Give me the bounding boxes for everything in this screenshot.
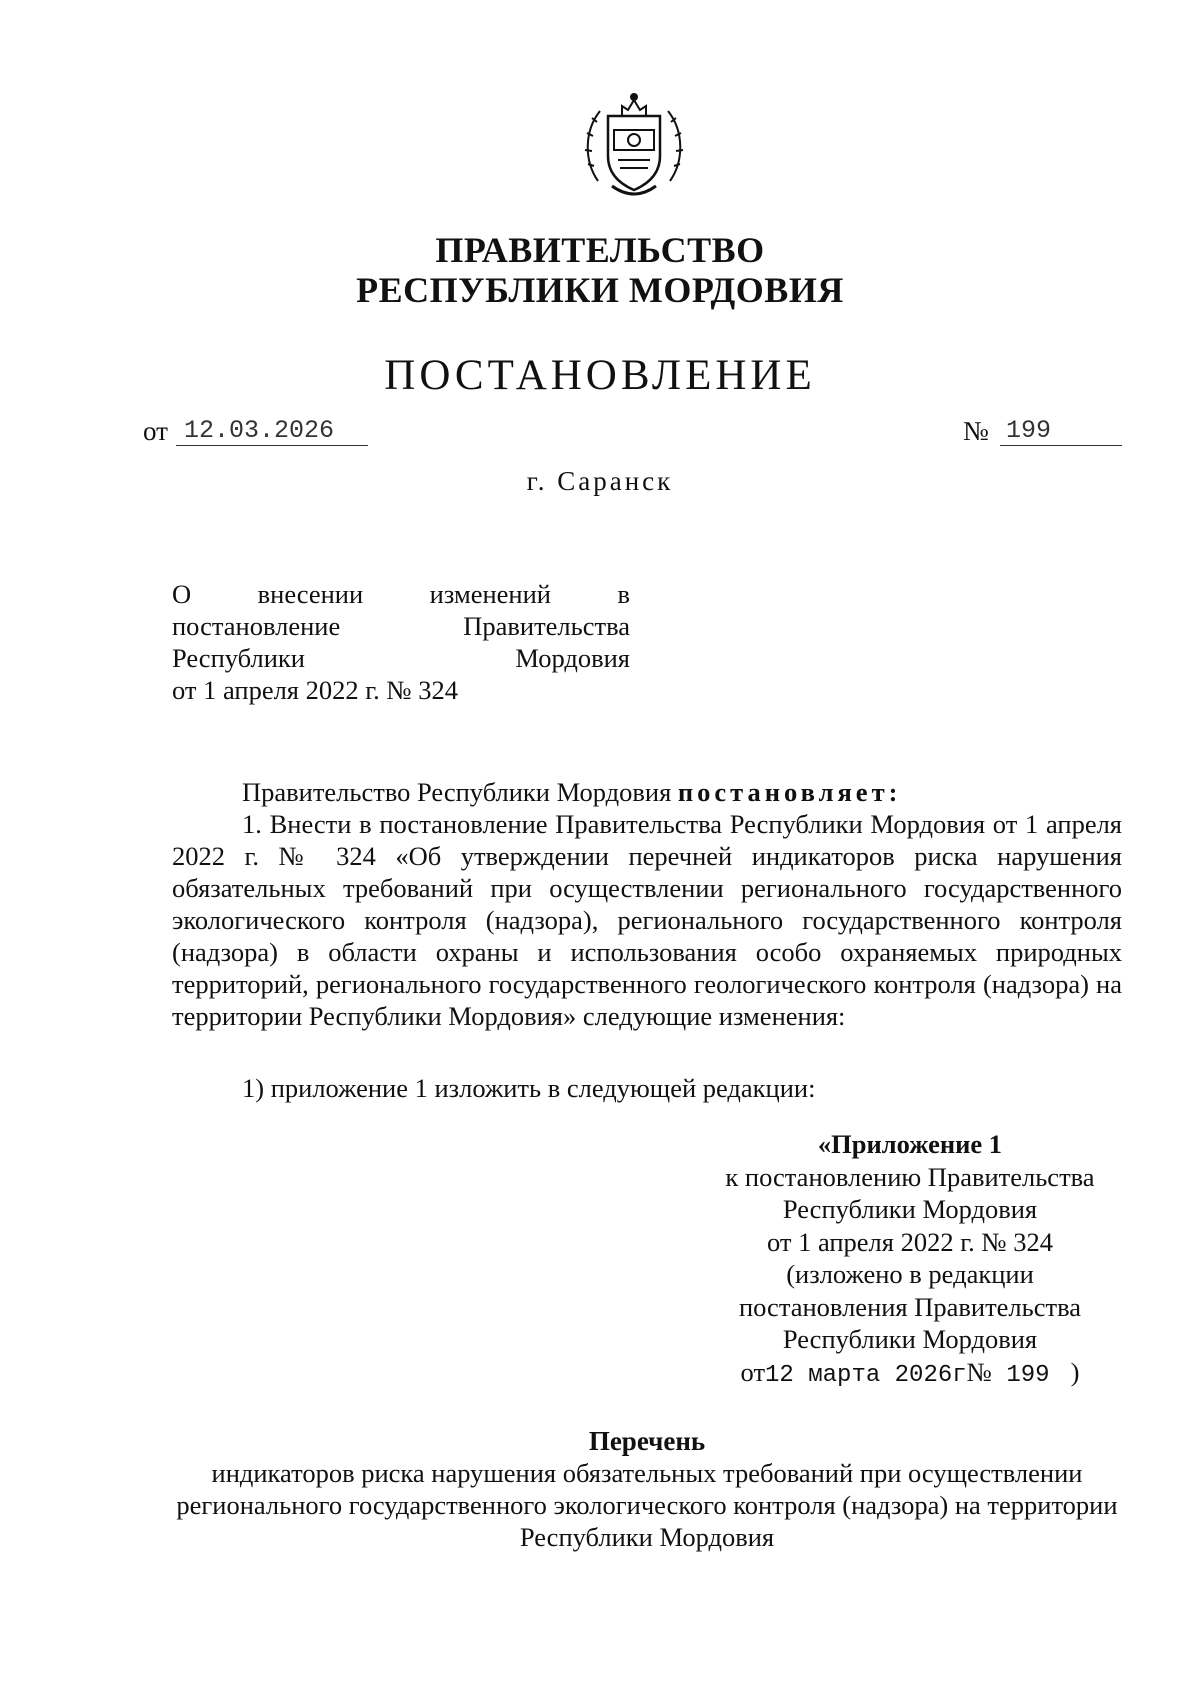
- government-title-line1: ПРАВИТЕЛЬСТВО: [435, 230, 765, 270]
- item-1-text: 1. Внести в постановление Правительства Республики Мордовия от 1 апреля 2022 г. № 324 «Об утверждении перечней индикаторов риска нарушения обязательных требований при осуществлении регионального государственного экологического контроля (надзора), регионального государственного контроля (надзора) в области охраны и использования особо охраняемых природных территорий, регионального государственного геологического контроля (надзора) на территории Республики Мордовия» следующие изменения:: [172, 809, 1122, 1031]
- appendix-close-paren: ): [1063, 1356, 1080, 1387]
- list-title: Перечень: [588, 1426, 706, 1456]
- document-number: 199: [1006, 416, 1052, 445]
- document-date-field: [176, 415, 368, 446]
- appendix-date: 12 марта 2026г: [765, 1361, 967, 1389]
- appendix-line: от 1 апреля 2022 г. № 324: [766, 1226, 1054, 1257]
- resolution-subitem-1: 1) приложение 1 изложить в следующей редакции:: [242, 1073, 816, 1103]
- appendix-date-line: [700, 1356, 1120, 1393]
- subject-line: Республики Мордовия: [172, 643, 630, 673]
- appendix-line: к постановлению Правительства: [725, 1161, 1095, 1192]
- document-number-field: [1000, 415, 1122, 446]
- document-subject: [172, 578, 630, 706]
- resolution-item-1: [172, 808, 1122, 1032]
- date-prefix: от: [143, 416, 168, 446]
- appendix-line: Республики Мордовия: [782, 1324, 1038, 1354]
- document-type-heading: ПОСТАНОВЛЕНИЕ: [384, 352, 816, 399]
- appendix-title: «Приложение 1: [817, 1129, 1003, 1159]
- document-date: 12.03.2026: [184, 416, 335, 445]
- subject-line: постановление Правительства: [172, 611, 630, 641]
- number-prefix: №: [963, 416, 989, 446]
- intro-keyword: постановляет:: [677, 777, 902, 807]
- resolution-intro: [172, 776, 1122, 808]
- appendix-block: [700, 1128, 1120, 1392]
- appendix-date-prefix: от: [740, 1356, 766, 1387]
- intro-text: Правительство Республики Мордовия: [242, 777, 678, 807]
- appendix-number: 199: [991, 1361, 1064, 1389]
- appendix-line: постановления Правительства: [738, 1291, 1082, 1322]
- coat-of-arms-emblem: [578, 86, 690, 206]
- list-description: индикаторов риска нарушения обязательных требований при осуществлении регионального государственного экологического контроля (надзора) на территории Республики Мордовия: [176, 1458, 1118, 1552]
- appendix-line: Республики Мордовия: [782, 1194, 1038, 1224]
- appendix-line: (изложено в редакции: [786, 1259, 1034, 1289]
- subject-line: О внесении изменений в: [172, 579, 630, 609]
- government-title-line2: РЕСПУБЛИКИ МОРДОВИЯ: [356, 270, 844, 310]
- appendix-number-prefix: №: [966, 1356, 992, 1387]
- city-line: г. Саранск: [526, 466, 674, 496]
- subject-line: от 1 апреля 2022 г. № 324: [172, 675, 459, 705]
